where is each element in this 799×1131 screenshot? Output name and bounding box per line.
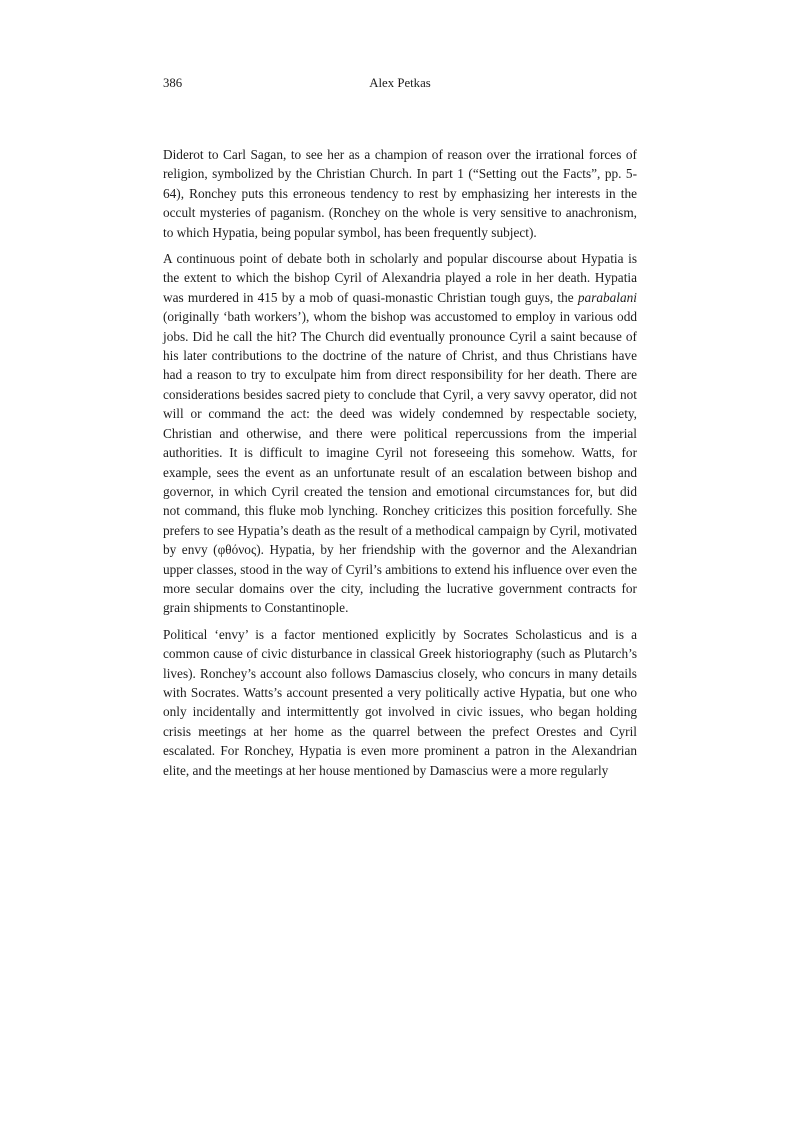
paragraph [163, 625, 637, 780]
text-segment: Political ‘envy’ is a factor mentioned explicitly by Socrates Scholasticus and is a common cause of civic disturbance in classical Greek historiography (such as Plutarch’s lives). Ronchey’s account also follows Damascius closely, who concurs in many details with Socrates. Watts’s account presented a very politically active Hypatia, but one who only incidentally and intermittently got involved in civic issues, who began holding crisis meetings at her home as the quarrel between the prefect Orestes and Cyril escalated. For Ronchey, Hypatia is even more prominent a patron in the Alexandrian elite, and the meetings at her house mentioned by Damascius were a more regularly [163, 626, 637, 778]
running-head-author: Alex Petkas [369, 76, 431, 90]
text-segment: A continuous point of debate both in scholarly and popular discourse about Hypatia is the extent to which the bishop Cyril of Alexandria played a role in her death. Hypatia was murdered in 415 by a mob of quasi-monastic Christian tough guys, the [163, 251, 637, 305]
page-number: 386 [163, 76, 183, 90]
body-text [163, 145, 637, 780]
text-segment: Diderot to Carl Sagan, to see her as a champion of reason over the irrational forces of religion, symbolized by the Christian Church. In part 1 (“Setting out the Facts”, pp. 5-64), Ronchey puts this erroneous tendency to rest by emphasizing her interests in the occult mysteries of paganism. (Ronchey on the whole is very sensitive to anachronism, to which Hypatia, being popular symbol, has been frequently subject). [163, 147, 637, 240]
page-header [163, 74, 637, 92]
text-segment: (originally ‘bath workers’), whom the bishop was accustomed to employ in various odd jobs. Did he call the hit? The Church did eventually pronounce Cyril a saint because of his later contributions to the doctrine of the nature of Christ, and thus Christians have had a reason to try to exculpate him from direct responsibility for her death. There are considerations besides sacred piety to conclude that Cyril, a very savvy operator, did not will or command the act: the deed was widely condemned by respectable society, Christian and otherwise, and there were political repercussions from the imperial authorities. It is difficult to imagine Cyril not foreseeing this somehow. Watts, for example, sees the event as an unfortunate result of an escalation between bishop and governor, in which Cyril created the tension and emotional circumstances for, but did not command, this fluke mob lynching. Ronchey criticizes this position forcefully. She prefers to see Hypatia’s death as the result of a methodical campaign by Cyril, motivated by envy (φθόνος). Hypatia, by her friendship with the governor and the Alexandrian upper classes, stood in the way of Cyril’s ambitions to extend his influence over even the more secular domains over the city, including the lucrative government contracts for grain shipments to Constantinople. [163, 309, 637, 616]
paragraph [163, 249, 637, 618]
paragraph [163, 145, 637, 242]
italic-text-segment: parabalani [577, 289, 637, 305]
